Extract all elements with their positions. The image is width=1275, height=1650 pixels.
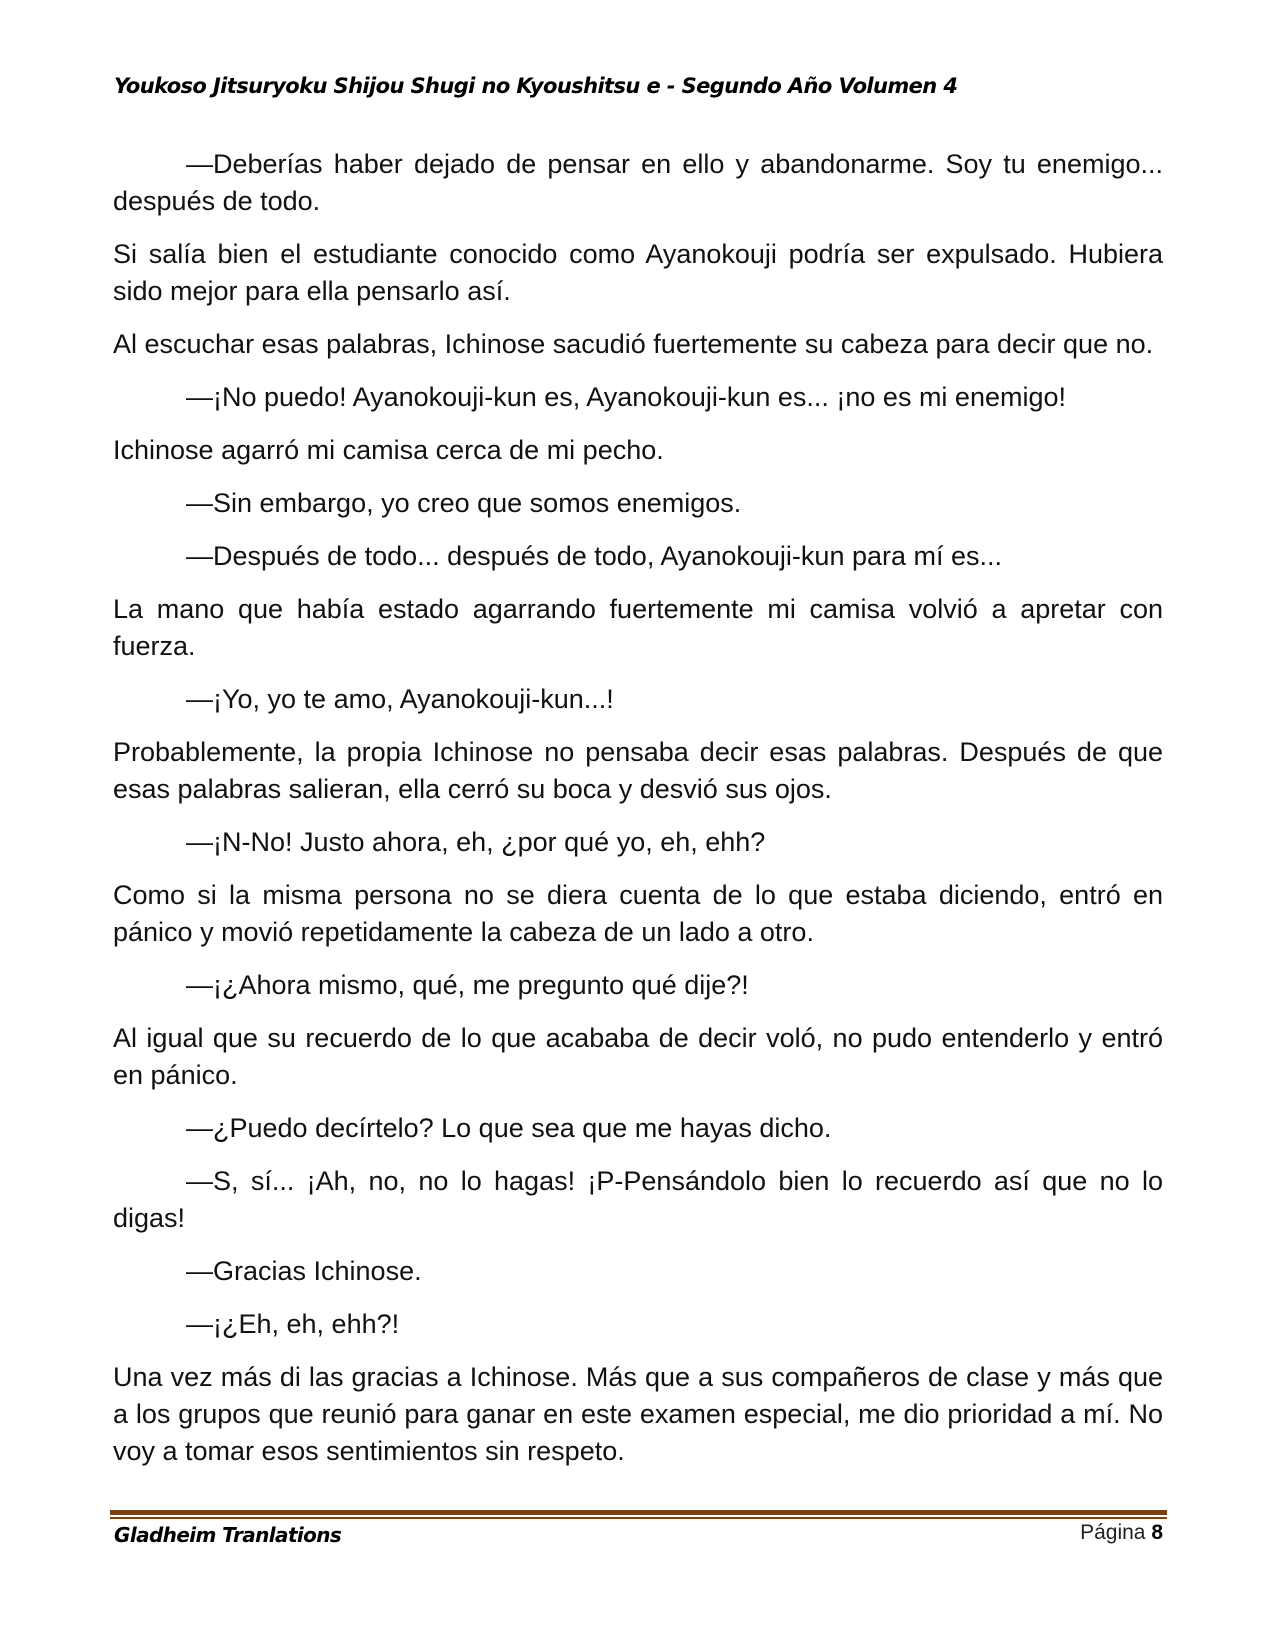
page-label: Página [1080, 1521, 1146, 1544]
paragraph: —¡¿Ahora mismo, qué, me pregunto qué dije?! [186, 970, 749, 1000]
paragraph: Al escuchar esas palabras, Ichinose sacudió fuertemente su cabeza para decir que no. [113, 329, 1154, 359]
paragraph: —¡Yo, yo te amo, Ayanokouji-kun...! [186, 684, 614, 714]
paragraph: —¡No puedo! Ayanokouji-kun es, Ayanokouji-kun es... ¡no es mi enemigo! [186, 382, 1067, 412]
paragraph: —Después de todo... después de todo, Ayanokouji-kun para mí es... [186, 541, 1003, 571]
paragraph: —¡¿Eh, eh, ehh?! [186, 1309, 400, 1339]
paragraph: —¿Puedo decírtelo? Lo que sea que me hayas dicho. [186, 1113, 832, 1143]
footer-translator-credit: Gladheim Tranlations [114, 1523, 342, 1547]
paragraph: La mano que había estado agarrando fuertemente mi camisa volvió a apretar con fuerza. [113, 594, 1163, 661]
page-body [113, 146, 1163, 1486]
paragraph: Una vez más di las gracias a Ichinose. Más que a sus compañeros de clase y más que a los grupos que reunió para ganar en este examen especial, me dio prioridad a mí. No voy a tomar esos sentimientos sin respeto. [113, 1362, 1163, 1466]
paragraph: —Gracias Ichinose. [186, 1256, 422, 1286]
footer-page-indicator [1080, 1521, 1163, 1545]
paragraph: Si salía bien el estudiante conocido como Ayanokouji podría ser expulsado. Hubiera sido mejor para ella pensarlo así. [113, 239, 1163, 306]
paragraph: Como si la misma persona no se diera cuenta de lo que estaba diciendo, entró en pánico y movió repetidamente la cabeza de un lado a otro. [113, 880, 1163, 947]
paragraph: Ichinose agarró mi camisa cerca de mi pecho. [113, 435, 664, 465]
paragraph: Probablemente, la propia Ichinose no pensaba decir esas palabras. Después de que esas palabras salieran, ella cerró su boca y desvió sus ojos. [113, 737, 1163, 804]
page-header-title: Youkoso Jitsuryoku Shijou Shugi no Kyoushitsu e - Segundo Año Volumen 4 [114, 74, 958, 98]
page-number: 8 [1151, 1521, 1163, 1544]
paragraph: —Sin embargo, yo creo que somos enemigos. [186, 488, 742, 518]
footer-divider-thin [110, 1517, 1167, 1519]
paragraph: —¡N-No! Justo ahora, eh, ¿por qué yo, eh, ehh? [186, 827, 766, 857]
footer-divider [110, 1510, 1167, 1519]
paragraph: —S, sí... ¡Ah, no, no lo hagas! ¡P-Pensándolo bien lo recuerdo así que no lo digas! [113, 1166, 1163, 1233]
paragraph: Al igual que su recuerdo de lo que acababa de decir voló, no pudo entenderlo y entró en pánico. [113, 1023, 1163, 1090]
paragraph: —Deberías haber dejado de pensar en ello y abandonarme. Soy tu enemigo... después de todo. [113, 149, 1163, 216]
footer-divider-thick [110, 1510, 1167, 1515]
